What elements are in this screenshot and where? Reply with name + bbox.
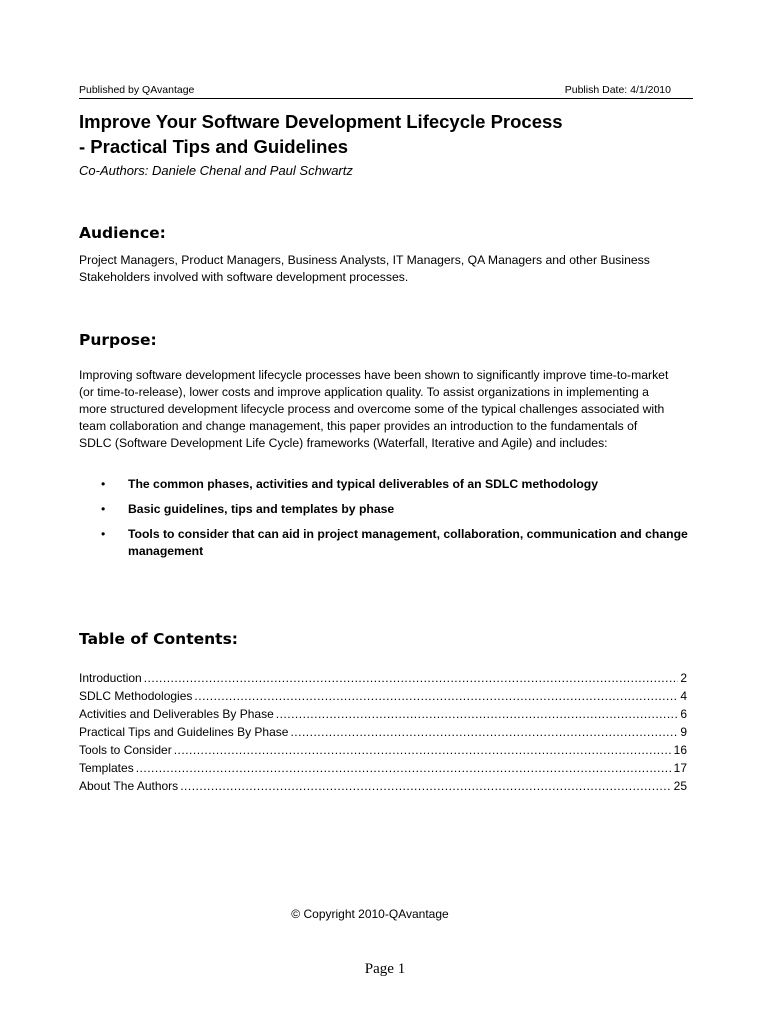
coauthors: Co-Authors: Daniele Chenal and Paul Schwartz xyxy=(79,163,353,178)
toc-entry-title: Tools to Consider xyxy=(79,743,172,757)
purpose-line: Improving software development lifecycle processes have been shown to significantly improve time-to-market xyxy=(79,368,669,382)
purpose-bullet-list xyxy=(79,476,694,568)
toc-entry-title: Activities and Deliverables By Phase xyxy=(79,707,274,721)
page-number: Page 1 xyxy=(364,961,406,977)
toc-leader xyxy=(290,723,678,741)
toc-entry[interactable] xyxy=(79,777,687,795)
toc-entry-title: Practical Tips and Guidelines By Phase xyxy=(79,725,289,739)
toc-entry-title: Templates xyxy=(79,761,134,775)
toc-entry[interactable] xyxy=(79,669,687,687)
toc-leader xyxy=(174,741,672,759)
toc-entry-page: 4 xyxy=(680,689,687,703)
toc-leader xyxy=(144,669,679,687)
bullet-icon: • xyxy=(101,502,106,516)
toc-entry[interactable] xyxy=(79,759,687,777)
audience-heading: Audience: xyxy=(79,224,166,242)
toc-entry-title: SDLC Methodologies xyxy=(79,689,193,703)
toc-entry[interactable] xyxy=(79,723,687,741)
purpose-line: (or time-to-release), lower costs and improve application quality. To assist organizations in implementing a xyxy=(79,385,649,399)
bullet-icon: • xyxy=(101,477,106,491)
bullet-item xyxy=(79,476,694,493)
bullet-text: Tools to consider that can aid in project management, collaboration, communication and change management xyxy=(128,527,688,558)
toc-entry-page: 25 xyxy=(673,779,687,793)
toc-entry-title: Introduction xyxy=(79,671,142,685)
purpose-line: more structured development lifecycle process and overcome some of the typical challenges associated with xyxy=(79,402,665,416)
toc-entry-page: 6 xyxy=(680,707,687,721)
toc-leader xyxy=(194,687,678,705)
toc-entry-page: 16 xyxy=(673,743,687,757)
toc-entry[interactable] xyxy=(79,687,687,705)
toc-leader xyxy=(180,777,671,795)
bullet-item xyxy=(79,501,694,518)
purpose-line: SDLC (Software Development Life Cycle) frameworks (Waterfall, Iterative and Agile) and includes: xyxy=(79,436,608,450)
audience-line-2: Stakeholders involved with software development processes. xyxy=(79,270,409,284)
toc-entry[interactable] xyxy=(79,705,687,723)
purpose-text xyxy=(79,367,694,452)
page-header xyxy=(79,84,693,99)
toc-entry-page: 9 xyxy=(680,725,687,739)
bullet-icon: • xyxy=(101,527,106,541)
publish-date: Publish Date: 4/1/2010 xyxy=(564,84,671,96)
title-line-2: - Practical Tips and Guidelines xyxy=(79,136,349,157)
toc-entry-page: 17 xyxy=(673,761,687,775)
audience-text xyxy=(79,252,694,286)
toc-entry[interactable] xyxy=(79,741,687,759)
toc-heading: Table of Contents: xyxy=(79,630,238,648)
purpose-heading: Purpose: xyxy=(79,331,157,349)
bullet-text: Basic guidelines, tips and templates by phase xyxy=(128,502,395,516)
toc-leader xyxy=(136,759,672,777)
purpose-line: team collaboration and change management, this paper provides an introduction to the fundamentals of xyxy=(79,419,638,433)
bullet-text: The common phases, activities and typical deliverables of an SDLC methodology xyxy=(128,477,599,491)
document-title xyxy=(79,109,563,159)
title-line-1: Improve Your Software Development Lifecycle Process xyxy=(79,111,563,132)
toc-entry-title: About The Authors xyxy=(79,779,179,793)
table-of-contents xyxy=(79,669,687,795)
bullet-item xyxy=(79,526,694,560)
toc-leader xyxy=(276,705,679,723)
toc-entry-page: 2 xyxy=(680,671,687,685)
audience-line-1: Project Managers, Product Managers, Business Analysts, IT Managers, QA Managers and other Business xyxy=(79,253,650,267)
copyright-notice: © Copyright 2010-QAvantage xyxy=(291,907,449,921)
publisher-label: Published by QAvantage xyxy=(79,84,195,96)
